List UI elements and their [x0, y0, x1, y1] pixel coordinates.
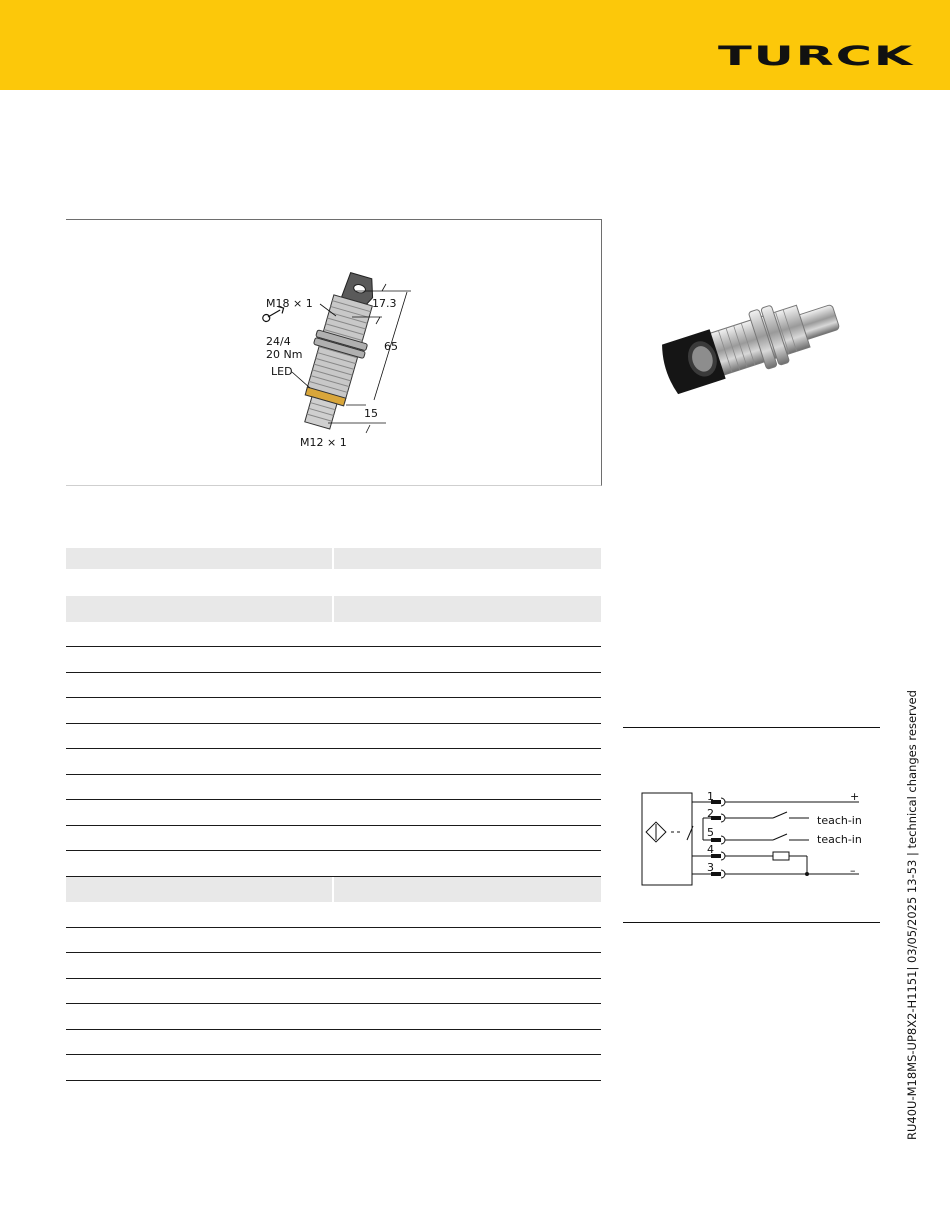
table-row [66, 698, 601, 724]
sensor-symbol-icon [646, 822, 666, 842]
table-row [66, 569, 601, 596]
table-row [66, 749, 601, 775]
pin-5: 5 [707, 826, 714, 839]
wiring-diagram-panel [623, 727, 880, 923]
dimension-top: 17.3 [372, 297, 397, 310]
table-row [66, 851, 601, 877]
spec-table [66, 548, 601, 1081]
table-row [66, 902, 601, 928]
wrench-size-label: 24/4 [266, 335, 291, 348]
dimension-drawing [66, 220, 602, 487]
table-row [66, 647, 601, 673]
table-row [66, 800, 601, 826]
table-section-header [66, 877, 601, 903]
dimension-length: 65 [384, 340, 398, 353]
minus-label: – [850, 864, 856, 877]
turck-logo [718, 44, 916, 66]
wiring-diagram [623, 728, 880, 924]
pin-4: 4 [707, 843, 714, 856]
teach-in-label-2: teach-in [817, 833, 862, 846]
table-row [66, 673, 601, 699]
document-id-side-text: RU40U-M18MS-UP8X2-H1151| 03/05/2025 13-53 | technical changes reserved [905, 690, 919, 1140]
dimension-bottom: 15 [364, 407, 378, 420]
pin-2: 2 [707, 807, 714, 820]
table-row [66, 724, 601, 750]
table-section-header [66, 548, 601, 569]
brand-name: TURCK [718, 44, 915, 66]
torque-label: 20 Nm [266, 348, 303, 361]
table-row [66, 928, 601, 954]
plus-label: + [850, 790, 860, 803]
table-section-header [66, 596, 601, 622]
table-row [66, 826, 601, 852]
table-row [66, 979, 601, 1005]
table-row [66, 775, 601, 801]
thread-label: M18 × 1 [266, 297, 313, 310]
teach-in-label-1: teach-in [817, 814, 862, 827]
table-row [66, 1055, 601, 1081]
pin-3: 3 [707, 861, 714, 874]
table-row [66, 953, 601, 979]
table-row [66, 1004, 601, 1030]
table-row [66, 622, 601, 648]
led-label: LED [271, 365, 293, 378]
connector-thread-label: M12 × 1 [300, 436, 347, 449]
product-photo [655, 286, 855, 401]
dimension-drawing-panel [66, 219, 602, 486]
table-row [66, 1030, 601, 1056]
pin-1: 1 [707, 790, 714, 803]
